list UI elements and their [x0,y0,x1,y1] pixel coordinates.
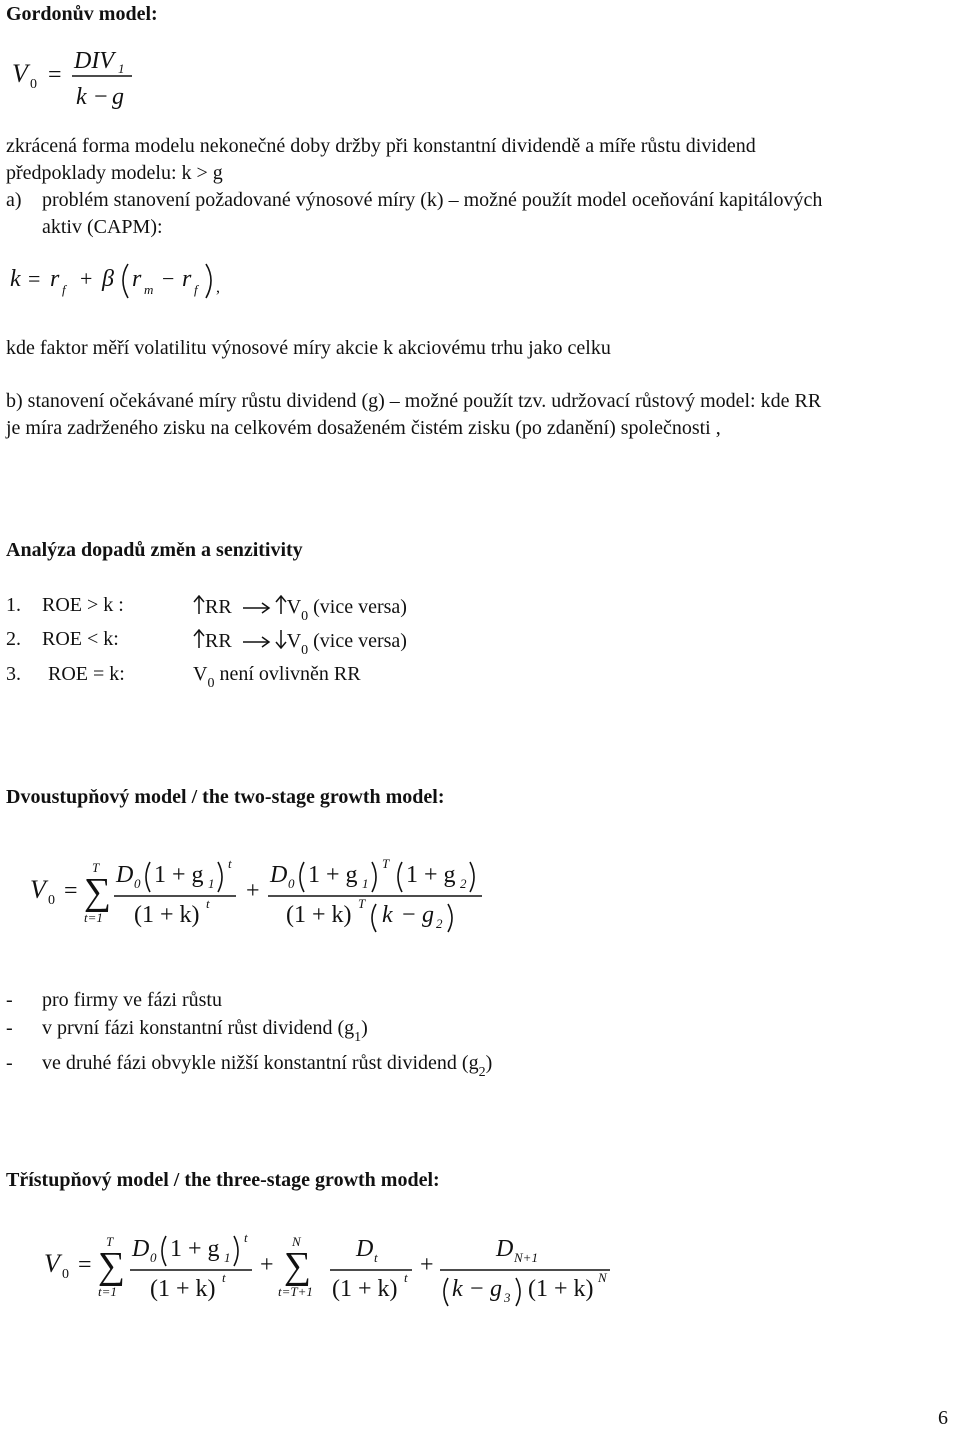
svg-text:T: T [358,896,366,911]
svg-text:f: f [62,282,66,297]
svg-text:1: 1 [362,876,369,891]
gordon-line-5a: b) stanovení očekávané míry růstu dividend (g) – možné použít tzv. udržovací růstový model: kde RR [6,390,822,412]
svg-text:∑: ∑ [284,1245,312,1287]
formula-lhs: V [12,59,28,88]
bullet-dash: - [6,1017,13,1039]
svg-text:3: 3 [504,1290,511,1305]
svg-text:V: V [44,1249,60,1278]
bullet-text: v první fázi konstantní růst dividend $(g_1)$ [42,1017,368,1045]
svg-text:−: − [162,266,175,291]
item-condition: ROE < k: [42,628,119,650]
svg-text:0: 0 [30,77,37,92]
svg-text:r: r [50,266,60,292]
three-stage-formula [40,1222,620,1312]
svg-text:−: − [402,902,416,928]
item-number: 2. [6,628,21,650]
up-arrow-icon [193,629,205,649]
item-number: 3. [6,663,21,685]
svg-text:=: = [78,1252,92,1278]
svg-text:N: N [598,1270,607,1285]
up-arrow-icon [193,595,205,615]
down-arrow-icon [275,629,287,649]
svg-text:(1 + k): (1 + k) [528,1276,594,1302]
gordon-line-3-marker: a) [6,189,22,211]
up-arrow-icon [275,595,287,615]
svg-text:+: + [260,1252,274,1278]
svg-text:D: D [116,862,134,888]
svg-text:−: − [470,1276,484,1302]
svg-text:2: 2 [460,876,467,891]
svg-text:+: + [420,1252,434,1278]
item-note: (vice versa) [313,630,407,652]
svg-text:1 + g: 1 + g [170,1236,220,1262]
svg-text:t=1: t=1 [98,1284,117,1299]
two-stage-formula [24,846,494,940]
svg-text:(1 + k): (1 + k) [286,902,352,928]
svg-text:t: t [374,1250,378,1265]
svg-text:DIV: DIV [74,48,114,74]
gordon-line-4: kde faktor měří volatilitu výnosové míry akcie k akciovému trhu jako celku [6,337,611,359]
svg-text:0: 0 [150,1250,157,1265]
svg-text:1: 1 [224,1250,231,1265]
item-number: 1. [6,594,21,616]
svg-text:+: + [80,266,93,291]
v-subscript: 0 [301,643,309,658]
three-stage-heading: Třístupňový model / the three-stage growth model: [6,1169,440,1191]
svg-text:(1 + k): (1 + k) [332,1276,398,1302]
svg-text:2: 2 [436,916,443,931]
item-condition: ROE = k: [48,663,125,685]
svg-text:T: T [382,856,390,871]
svg-text:t: t [222,1270,226,1285]
gordon-line-5b: je míra zadrženého zisku na celkovém dosaženém čistém zisku (po zdanění) společnosti , [6,417,721,439]
two-stage-heading: Dvoustupňový model / the two-stage growth model: [6,786,445,808]
svg-text:k: k [76,84,87,110]
svg-text:t=T+1: t=T+1 [278,1284,313,1299]
rr-label: RR [205,596,232,618]
svg-text:D: D [132,1236,150,1262]
gordon-line-1: zkrácená forma modelu nekonečné doby držby při konstantní dividendě a míře růstu dividend [6,135,756,157]
svg-text:D: D [356,1236,374,1262]
svg-text:t=1: t=1 [84,910,103,925]
svg-text:1 + g: 1 + g [154,862,204,888]
item-effect [193,663,361,691]
right-arrow-icon [241,635,271,649]
svg-text:(1 + k): (1 + k) [134,902,200,928]
svg-text:1: 1 [118,61,125,76]
capm-formula [8,258,228,304]
svg-text:∑: ∑ [84,871,112,913]
v-label: V [193,663,208,685]
svg-text:g: g [490,1276,502,1302]
item-condition: ROE > k : [42,594,124,616]
rr-label: RR [205,630,232,652]
gordon-line-3b: aktiv (CAPM): [42,216,163,238]
svg-text:+: + [246,878,260,904]
svg-text:V: V [30,875,46,904]
svg-text:m: m [144,282,154,297]
right-arrow-icon [241,601,271,615]
svg-text:r: r [182,266,192,292]
svg-text:k: k [10,266,21,292]
svg-text:0: 0 [134,876,141,891]
svg-text:1 + g: 1 + g [406,862,456,888]
svg-text:D: D [270,862,288,888]
svg-text:0: 0 [62,1267,69,1282]
bullet-dash: - [6,989,13,1011]
svg-text:N+1: N+1 [514,1250,538,1265]
item-note: (vice versa) [313,596,407,618]
svg-text:N: N [292,1234,301,1249]
svg-text:t: t [404,1270,408,1285]
gordon-line-3a: problém stanovení požadované výnosové míry (k) – možné použít model oceňování kapitálových [42,189,823,211]
analysis-heading: Analýza dopadů změn a senzitivity [6,539,303,561]
svg-text:−: − [94,84,108,110]
v-label: V [286,596,302,618]
gordon-formula [8,40,148,112]
svg-text:0: 0 [48,893,55,908]
svg-text:f: f [194,282,198,297]
svg-text:(1 + k): (1 + k) [150,1276,216,1302]
item-note: není ovlivněn RR [219,663,361,685]
svg-text:=: = [48,62,62,88]
gordon-line-2: předpoklady modelu: k > g [6,162,223,184]
svg-text:β: β [102,266,114,292]
svg-text:∑: ∑ [98,1245,126,1287]
svg-text:t: t [206,896,210,911]
svg-text:k: k [452,1276,463,1302]
v-subscript: 0 [207,676,215,691]
svg-text:t: t [244,1230,248,1245]
svg-text:1 + g: 1 + g [308,862,358,888]
bullet-dash: - [6,1052,13,1074]
svg-text:t: t [228,856,232,871]
svg-text:D: D [496,1236,514,1262]
v-subscript: 0 [301,609,309,624]
item-effect [193,629,407,658]
bullet-text: pro firmy ve fázi růstu [42,989,222,1011]
svg-text:g: g [112,84,124,110]
item-effect [193,595,407,624]
v-label: V [286,630,302,652]
page-title: Gordonův model: [6,3,158,25]
svg-text:k: k [382,902,393,928]
svg-text:=: = [64,878,78,904]
svg-text:,: , [216,279,220,296]
svg-text:g: g [422,902,434,928]
svg-text:r: r [132,266,142,292]
svg-text:T: T [92,860,100,875]
svg-text:T: T [106,1234,114,1249]
page-number: 6 [938,1407,948,1429]
svg-text:=: = [28,266,41,291]
bullet-text: ve druhé fázi obvykle nižší konstantní růst dividend $(g_2)$ [42,1052,493,1080]
svg-text:0: 0 [288,876,295,891]
svg-text:1: 1 [208,876,215,891]
